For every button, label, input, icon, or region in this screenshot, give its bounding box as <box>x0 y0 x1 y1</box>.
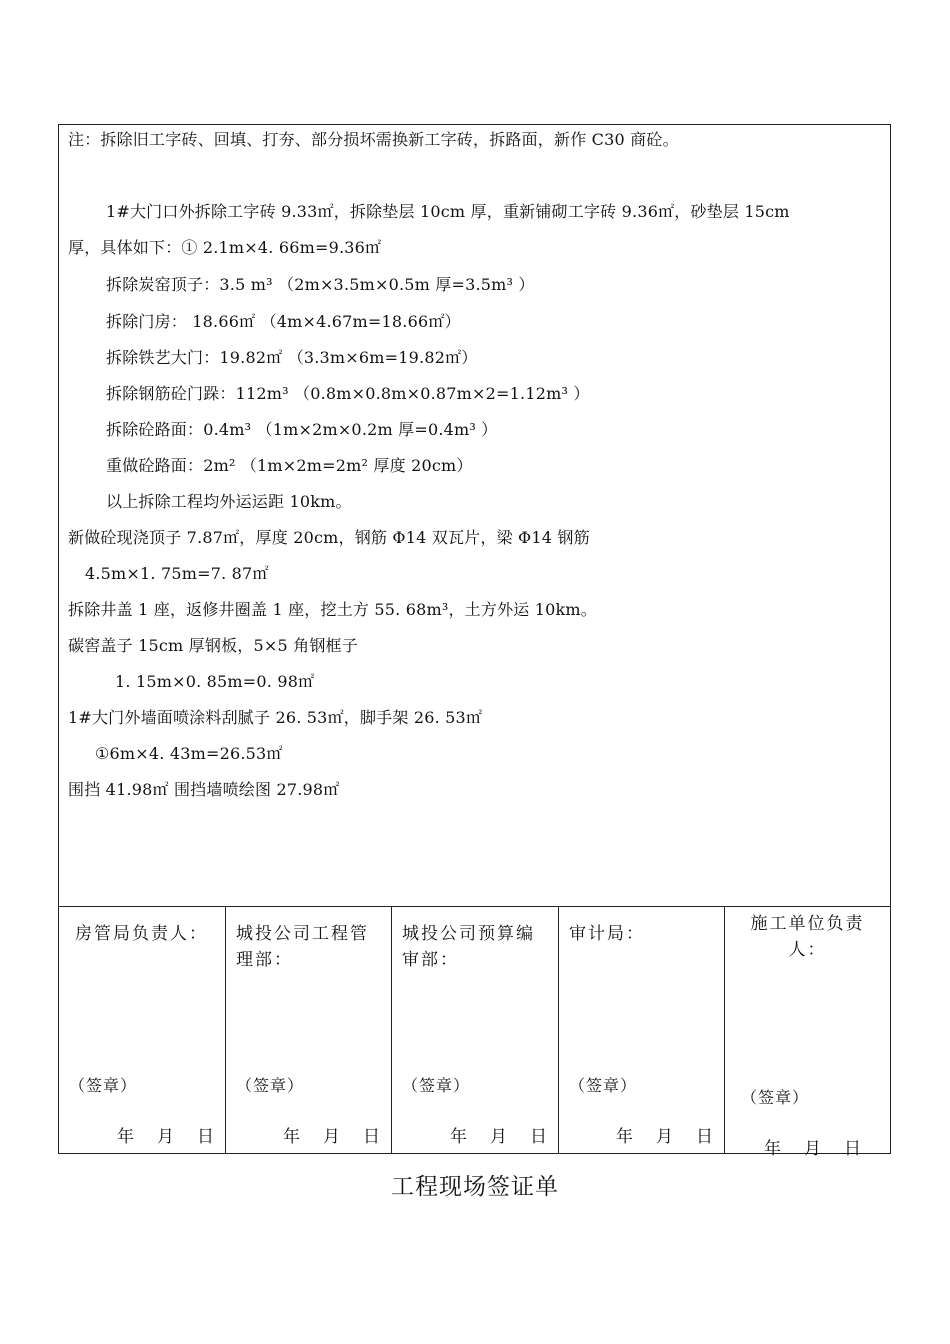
signature-cell-budget-dept <box>392 907 559 1154</box>
signature-cell-audit-bureau <box>559 907 725 1154</box>
note-line: 1#大门口外拆除工字砖 9.33㎡，拆除垫层 10cm 厚，重新铺砌工字砖 9.36㎡，砂垫层 15cm <box>106 202 790 221</box>
note-line: 碳窖盖子 15cm 厚钢板，5×5 角钢框子 <box>68 636 358 655</box>
note-line: 厚，具体如下：① 2.1m×4. 66m=9.36㎡ <box>68 238 382 257</box>
date-label: 年 月 日 <box>616 1127 714 1147</box>
note-line: 新做砼现浇顶子 7.87㎡，厚度 20cm，钢筋 Φ14 双瓦片，梁 Φ14 钢筋 <box>68 528 590 547</box>
signature-heading: 房管局负责人： <box>75 924 208 944</box>
note-line: 拆除门房： 18.66㎡ （4m×4.67m=18.66㎡） <box>106 312 461 331</box>
note-line: ①6m×4. 43m=26.53㎡ <box>95 744 283 763</box>
note-line: 拆除炭窑顶子：3.5 m³ （2m×3.5m×0.5m 厚=3.5m³ ） <box>106 275 535 294</box>
note-line: 4.5m×1. 75m=7. 87㎡ <box>85 564 269 583</box>
date-label: 年 月 日 <box>117 1127 215 1147</box>
stamp-label: （签章） <box>402 1076 471 1095</box>
date-label: 年 月 日 <box>283 1127 381 1147</box>
signature-heading: 审计局： <box>569 924 645 944</box>
stamp-label: （签章） <box>69 1076 138 1095</box>
note-line: 以上拆除工程均外运运距 10km。 <box>106 492 352 511</box>
note-line: 拆除砼路面：0.4m³ （1m×2m×0.2m 厚=0.4m³ ） <box>106 420 498 439</box>
signature-heading: 城投公司预算编审部： <box>402 924 535 970</box>
signature-row <box>59 906 890 1159</box>
signature-heading: 施工单位负责人： <box>750 914 865 960</box>
note-line: 拆除铁艺大门：19.82㎡ （3.3m×6m=19.82㎡） <box>106 348 478 367</box>
stamp-label: （签章） <box>236 1076 305 1095</box>
date-label: 年 月 日 <box>764 1139 862 1159</box>
note-line: 注：拆除旧工字砖、回填、打夯、部分损坏需换新工字砖，拆路面，新作 C30 商砼。 <box>68 130 679 149</box>
stamp-label: （签章） <box>741 1088 810 1107</box>
document-title: 工程现场签证单 <box>391 1174 559 1200</box>
site-visa-form <box>58 124 891 1159</box>
note-line: 拆除钢筋砼门跺：112m³ （0.8m×0.8m×0.87m×2=1.12m³ ） <box>106 384 590 403</box>
signature-cell-engineering-dept <box>226 907 392 1154</box>
note-line: 1. 15m×0. 85m=0. 98㎡ <box>115 672 315 691</box>
date-label: 年 月 日 <box>450 1127 548 1147</box>
signature-heading: 城投公司工程管理部： <box>236 924 369 970</box>
signature-cell-housing-bureau <box>59 907 226 1154</box>
signature-cell-contractor <box>725 907 890 1159</box>
note-line: 重做砼路面：2m² （1m×2m=2m² 厚度 20cm） <box>106 456 473 475</box>
note-line: 围挡 41.98㎡ 围挡墙喷绘图 27.98㎡ <box>68 780 340 799</box>
note-line: 1#大门外墙面喷涂料刮腻子 26. 53㎡，脚手架 26. 53㎡ <box>68 708 483 727</box>
note-line: 拆除井盖 1 座，返修井圈盖 1 座，挖土方 55. 68m³，土方外运 10km。 <box>68 600 597 619</box>
stamp-label: （签章） <box>569 1076 638 1095</box>
notes-area <box>59 125 890 906</box>
